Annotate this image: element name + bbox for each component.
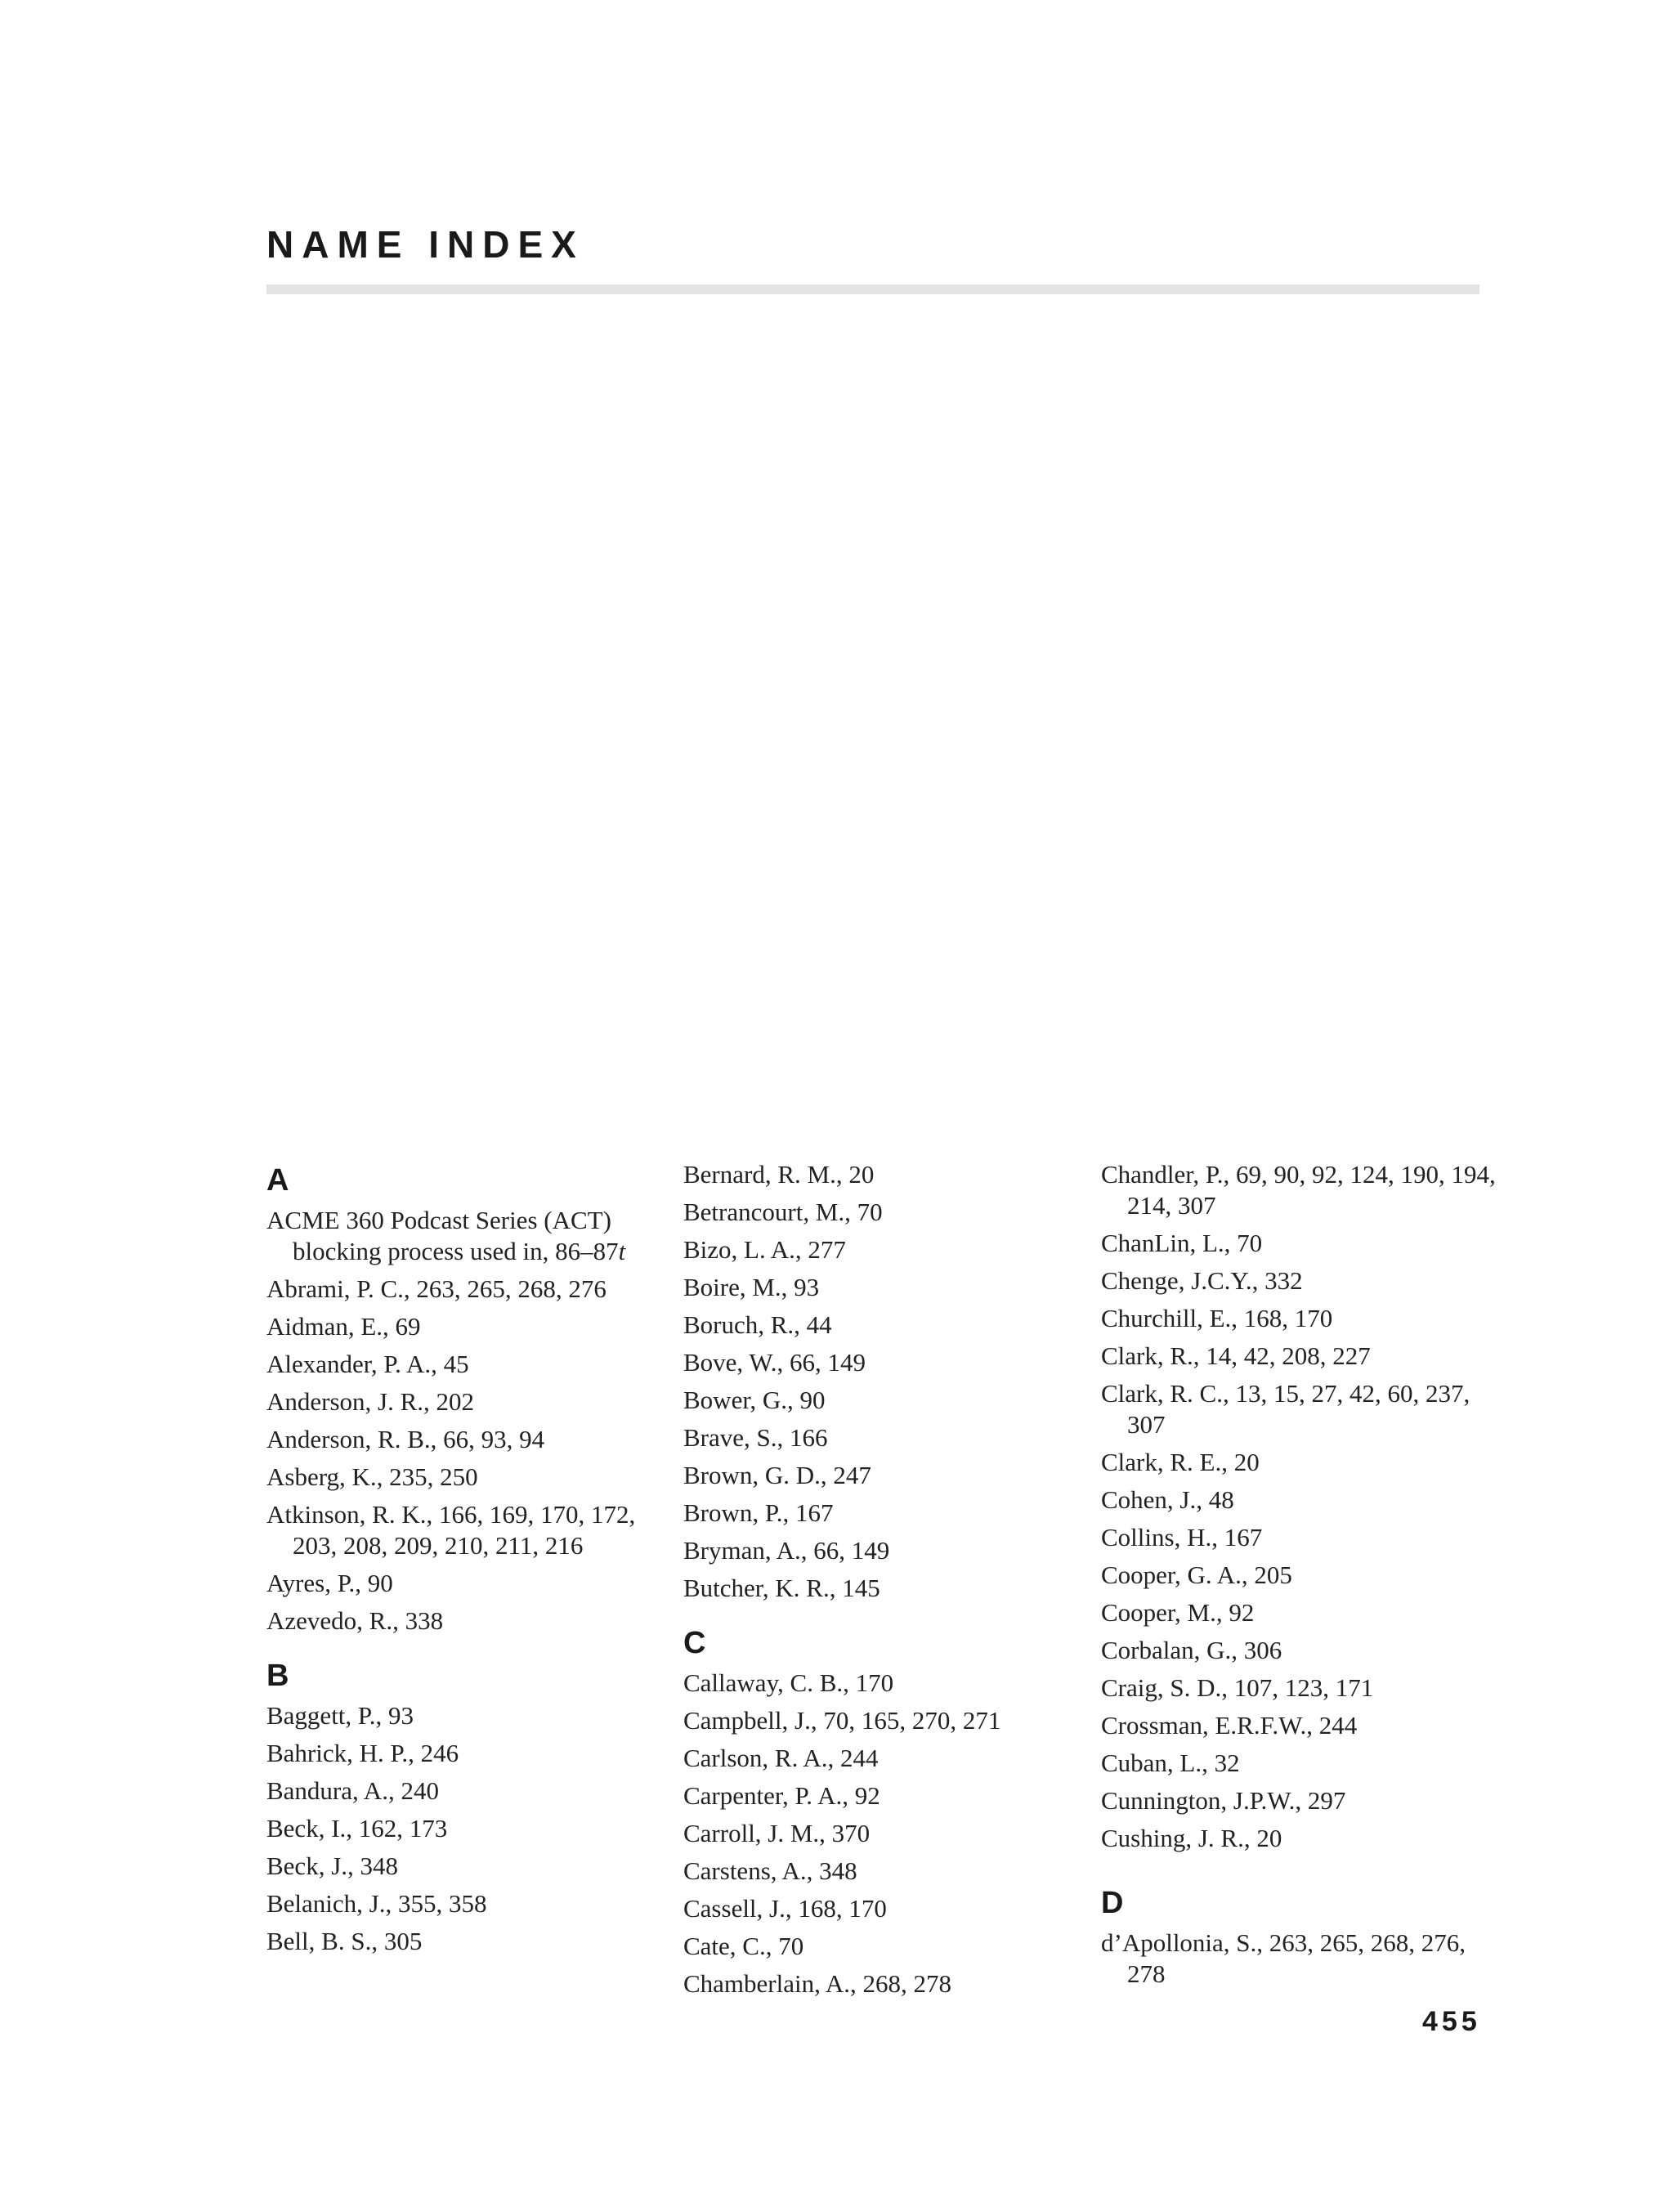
page-number: 455 xyxy=(1422,2006,1481,2037)
letter-heading-c: C xyxy=(683,1626,706,1660)
index-entry: Bove, W., 66, 149 xyxy=(683,1348,866,1377)
index-entry: Butcher, K. R., 145 xyxy=(683,1574,880,1602)
index-entry: Carlson, R. A., 244 xyxy=(683,1744,879,1772)
index-entry: ChanLin, L., 70 xyxy=(1101,1229,1263,1257)
index-entry: Cate, C., 70 xyxy=(683,1932,804,1960)
index-entry: Collins, H., 167 xyxy=(1101,1523,1263,1552)
index-entry: Asberg, K., 235, 250 xyxy=(266,1462,478,1491)
index-entry: Betrancourt, M., 70 xyxy=(683,1198,883,1226)
index-entry: Carroll, J. M., 370 xyxy=(683,1819,871,1847)
index-entry: Belanich, J., 355, 358 xyxy=(266,1889,487,1918)
index-column-3 xyxy=(1101,1159,1510,1996)
index-entry: Bower, G., 90 xyxy=(683,1386,826,1414)
index-entry: Bizo, L. A., 277 xyxy=(683,1235,846,1264)
index-entry: Brave, S., 166 xyxy=(683,1423,828,1452)
index-entry: Azevedo, R., 338 xyxy=(266,1606,444,1635)
index-entry: Clark, R. E., 20 xyxy=(1101,1448,1260,1476)
index-entry: Cunnington, J.P.W., 297 xyxy=(1101,1786,1346,1815)
index-entry: Clark, R. C., 13, 15, 27, 42, 60, 237, 307 xyxy=(1101,1379,1470,1439)
page-title: NAME INDEX xyxy=(266,223,584,266)
index-entry: Bandura, A., 240 xyxy=(266,1776,439,1805)
letter-heading-b: B xyxy=(266,1659,289,1693)
index-entry: Cuban, L., 32 xyxy=(1101,1749,1240,1777)
index-entry: Craig, S. D., 107, 123, 171 xyxy=(1101,1673,1374,1702)
index-entry: Chenge, J.C.Y., 332 xyxy=(1101,1266,1303,1295)
index-entry: Boire, M., 93 xyxy=(683,1273,820,1301)
index-entry: Atkinson, R. K., 166, 169, 170, 172, 203, 208, 209, 210, 211, 216 xyxy=(266,1500,636,1560)
index-entry: Cooper, M., 92 xyxy=(1101,1598,1255,1627)
index-entry: Campbell, J., 70, 165, 270, 271 xyxy=(683,1706,1001,1735)
letter-heading-d: D xyxy=(1101,1886,1124,1920)
index-entry: ACME 360 Podcast Series (ACT) blocking process used in, 86–87t xyxy=(266,1206,626,1265)
index-entry: Anderson, J. R., 202 xyxy=(266,1387,475,1416)
index-entry: Brown, G. D., 247 xyxy=(683,1461,871,1489)
index-entry: Chandler, P., 69, 90, 92, 124, 190, 194, 214, 307 xyxy=(1101,1160,1496,1220)
index-entry: Corbalan, G., 306 xyxy=(1101,1636,1282,1664)
index-entry: Churchill, E., 168, 170 xyxy=(1101,1304,1333,1332)
title-rule xyxy=(266,284,1479,294)
index-entry: Aidman, E., 69 xyxy=(266,1312,421,1341)
index-entry: Cassell, J., 168, 170 xyxy=(683,1894,887,1923)
index-entry: Bernard, R. M., 20 xyxy=(683,1160,875,1189)
index-entry: Clark, R., 14, 42, 208, 227 xyxy=(1101,1341,1371,1370)
index-entry: Baggett, P., 93 xyxy=(266,1701,414,1730)
index-entry: Anderson, R. B., 66, 93, 94 xyxy=(266,1425,545,1453)
index-entry: Carstens, A., 348 xyxy=(683,1856,857,1885)
letter-heading-a: A xyxy=(266,1163,289,1198)
index-entry: Carpenter, P. A., 92 xyxy=(683,1781,880,1810)
index-entry: Beck, I., 162, 173 xyxy=(266,1814,448,1843)
index-entry: Cohen, J., 48 xyxy=(1101,1485,1234,1514)
index-entry: Cushing, J. R., 20 xyxy=(1101,1824,1282,1852)
index-entry: Crossman, E.R.F.W., 244 xyxy=(1101,1711,1358,1740)
index-entry: Brown, P., 167 xyxy=(683,1498,834,1527)
index-entry: Bahrick, H. P., 246 xyxy=(266,1739,459,1767)
index-entry: Callaway, C. B., 170 xyxy=(683,1668,894,1697)
index-entry: Ayres, P., 90 xyxy=(266,1569,393,1597)
index-entry: Beck, J., 348 xyxy=(266,1852,399,1880)
index-entry: Chamberlain, A., 268, 278 xyxy=(683,1969,952,1998)
index-entry: Bryman, A., 66, 149 xyxy=(683,1536,890,1565)
index-entry: Boruch, R., 44 xyxy=(683,1310,832,1339)
index-column-2 xyxy=(683,1159,1092,2006)
index-entry: Abrami, P. C., 263, 265, 268, 276 xyxy=(266,1274,606,1303)
index-entry: Bell, B. S., 305 xyxy=(266,1927,423,1955)
index-entry: Cooper, G. A., 205 xyxy=(1101,1560,1292,1589)
index-column-1 xyxy=(266,1159,675,1963)
index-entry: d’Apollonia, S., 263, 265, 268, 276, 278 xyxy=(1101,1928,1466,1988)
index-entry: Alexander, P. A., 45 xyxy=(266,1350,469,1378)
